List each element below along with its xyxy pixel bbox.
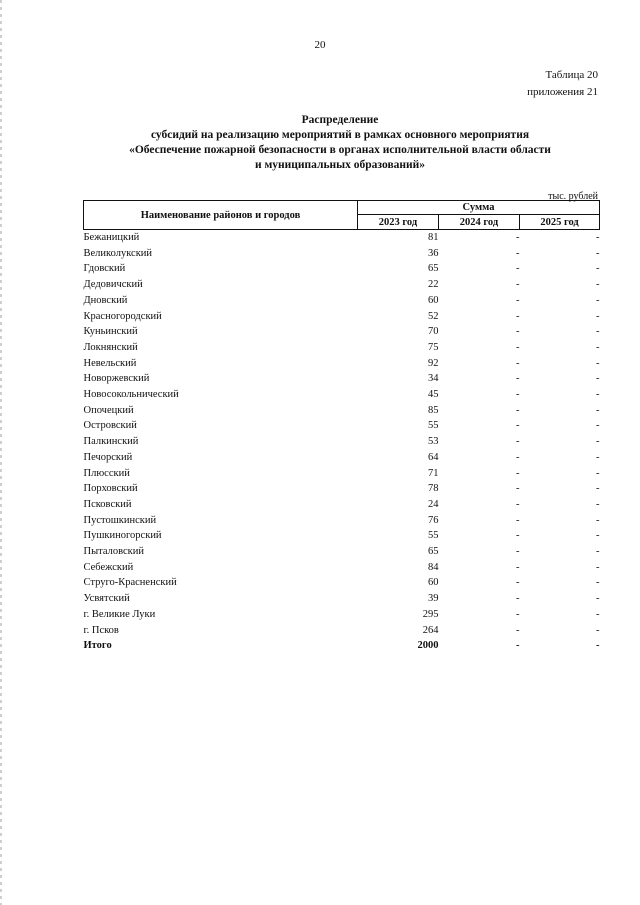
table-row bbox=[84, 371, 600, 387]
subsidy-table bbox=[83, 200, 600, 654]
region-name-cell: Псковский bbox=[83, 498, 132, 510]
value-2023-cell: 53 bbox=[428, 436, 439, 448]
region-name-cell: Итого bbox=[83, 640, 112, 652]
value-2024-cell: - bbox=[516, 326, 520, 338]
table-row bbox=[84, 544, 600, 560]
value-2023-cell: 36 bbox=[428, 247, 439, 259]
header-year-2024: 2024 год bbox=[439, 215, 520, 230]
region-name-cell: Новосокольнический bbox=[83, 389, 179, 401]
region-name-cell: Усвятский bbox=[83, 593, 130, 605]
value-2023-cell: 75 bbox=[428, 341, 439, 353]
value-2023-cell: 81 bbox=[428, 232, 439, 243]
table-row bbox=[84, 623, 600, 639]
value-2025-cell: - bbox=[596, 279, 600, 291]
value-2023-cell: 34 bbox=[428, 373, 439, 385]
value-2024-cell: - bbox=[516, 577, 520, 589]
table-row bbox=[84, 261, 600, 277]
page-number: 20 bbox=[314, 39, 326, 51]
value-2024-cell: - bbox=[516, 294, 520, 306]
table-row bbox=[84, 340, 600, 356]
value-2025-cell: - bbox=[596, 467, 600, 479]
value-2025-cell: - bbox=[596, 263, 600, 275]
table-row bbox=[84, 293, 600, 309]
value-2025-cell: - bbox=[596, 498, 600, 510]
value-2024-cell: - bbox=[516, 310, 520, 322]
annex-reference bbox=[527, 67, 598, 101]
value-2025-cell: - bbox=[596, 326, 600, 338]
value-2023-cell: 76 bbox=[428, 514, 439, 526]
region-name-cell: Опочецкий bbox=[83, 404, 134, 416]
value-2025-cell: - bbox=[596, 389, 600, 401]
value-2025-cell: - bbox=[596, 310, 600, 322]
region-name-cell: Пыталовский bbox=[83, 546, 144, 558]
value-2023-cell: 52 bbox=[428, 310, 439, 322]
value-2025-cell: - bbox=[596, 404, 600, 416]
value-2024-cell: - bbox=[516, 624, 520, 636]
region-name-cell: Новоржевский bbox=[83, 373, 150, 385]
value-2023-cell: 24 bbox=[428, 498, 439, 510]
value-2024-cell: - bbox=[516, 483, 520, 495]
value-2024-cell: - bbox=[516, 530, 520, 542]
units-label: тыс. рублей bbox=[548, 191, 598, 202]
table-row bbox=[84, 246, 600, 262]
region-name-cell: Бежаницкий bbox=[83, 232, 140, 243]
header-year-2025: 2025 год bbox=[520, 215, 600, 230]
value-2023-cell: 22 bbox=[428, 279, 439, 291]
table-row bbox=[84, 324, 600, 340]
region-name-cell: Локнянский bbox=[83, 341, 138, 353]
annex-table-label: Таблица 20 bbox=[545, 69, 598, 81]
value-2024-cell: - bbox=[516, 279, 520, 291]
region-name-cell: Невельский bbox=[83, 357, 137, 369]
value-2024-cell: - bbox=[516, 561, 520, 573]
table-row bbox=[84, 513, 600, 529]
value-2023-cell: 92 bbox=[428, 357, 439, 369]
value-2023-cell: 60 bbox=[428, 294, 439, 306]
value-2025-cell: - bbox=[596, 546, 600, 558]
table-row bbox=[84, 277, 600, 293]
table-row bbox=[84, 607, 600, 623]
table-row bbox=[84, 450, 600, 466]
value-2025-cell: - bbox=[596, 608, 600, 620]
scan-edge bbox=[0, 0, 2, 905]
table-row bbox=[84, 403, 600, 419]
value-2024-cell: - bbox=[516, 436, 520, 448]
value-2024-cell: - bbox=[516, 546, 520, 558]
region-name-cell: Дновский bbox=[83, 294, 128, 306]
table-row bbox=[84, 309, 600, 325]
value-2025-cell: - bbox=[596, 593, 600, 605]
table-row bbox=[84, 591, 600, 607]
value-2025-cell: - bbox=[596, 341, 600, 353]
value-2023-cell: 85 bbox=[428, 404, 439, 416]
value-2025-cell: - bbox=[596, 247, 600, 259]
document-title bbox=[80, 113, 600, 173]
header-region-name: Наименование районов и городов bbox=[84, 201, 358, 230]
value-2023-cell: 78 bbox=[428, 483, 439, 495]
value-2024-cell: - bbox=[516, 593, 520, 605]
value-2024-cell: - bbox=[516, 451, 520, 463]
header-sum: Сумма bbox=[358, 201, 600, 215]
value-2024-cell: - bbox=[516, 247, 520, 259]
value-2025-cell: - bbox=[596, 436, 600, 448]
table-row bbox=[84, 356, 600, 372]
region-name-cell: Себежский bbox=[83, 561, 134, 573]
annex-appendix-label: приложения 21 bbox=[527, 86, 598, 98]
value-2024-cell: - bbox=[516, 514, 520, 526]
value-2023-cell: 55 bbox=[428, 530, 439, 542]
value-2023-cell: 295 bbox=[422, 608, 439, 620]
value-2023-cell: 45 bbox=[428, 389, 439, 401]
value-2024-cell: - bbox=[516, 357, 520, 369]
value-2023-cell: 65 bbox=[428, 263, 439, 275]
value-2024-cell: - bbox=[516, 263, 520, 275]
value-2023-cell: 39 bbox=[428, 593, 439, 605]
region-name-cell: Куньинский bbox=[83, 326, 138, 338]
region-name-cell: Пушкиногорский bbox=[83, 530, 162, 542]
value-2025-cell: - bbox=[596, 451, 600, 463]
header-year-2023: 2023 год bbox=[358, 215, 439, 230]
title-line-2: субсидий на реализацию мероприятий в рамках основного мероприятия bbox=[150, 129, 530, 141]
title-line-3: «Обеспечение пожарной безопасности в органах исполнительной власти области bbox=[129, 144, 551, 156]
value-2025-cell: - bbox=[596, 577, 600, 589]
value-2023-cell: 55 bbox=[428, 420, 439, 432]
region-name-cell: Палкинский bbox=[83, 436, 139, 448]
value-2025-cell: - bbox=[596, 357, 600, 369]
value-2024-cell: - bbox=[516, 608, 520, 620]
table-row bbox=[84, 497, 600, 513]
total-row bbox=[84, 638, 600, 654]
region-name-cell: Струго-Красненский bbox=[83, 577, 177, 589]
value-2024-cell: - bbox=[516, 341, 520, 353]
region-name-cell: Порховский bbox=[83, 483, 138, 495]
value-2023-cell: 71 bbox=[428, 467, 439, 479]
value-2024-cell: - bbox=[516, 467, 520, 479]
value-2025-cell: - bbox=[596, 640, 600, 652]
region-name-cell: Великолукский bbox=[83, 247, 153, 259]
value-2023-cell: 84 bbox=[428, 561, 439, 573]
value-2025-cell: - bbox=[596, 530, 600, 542]
region-name-cell: Гдовский bbox=[83, 263, 126, 275]
value-2024-cell: - bbox=[516, 420, 520, 432]
value-2024-cell: - bbox=[516, 373, 520, 385]
value-2024-cell: - bbox=[516, 389, 520, 401]
table-row bbox=[84, 560, 600, 576]
table-row bbox=[84, 528, 600, 544]
table-row bbox=[84, 481, 600, 497]
value-2025-cell: - bbox=[596, 373, 600, 385]
table-row bbox=[84, 387, 600, 403]
value-2024-cell: - bbox=[516, 498, 520, 510]
region-name-cell: г. Великие Луки bbox=[83, 608, 156, 620]
value-2023-cell: 60 bbox=[428, 577, 439, 589]
region-name-cell: Красногородский bbox=[83, 310, 162, 322]
value-2023-cell: 65 bbox=[428, 546, 439, 558]
value-2024-cell: - bbox=[516, 640, 520, 652]
table-row bbox=[84, 418, 600, 434]
value-2023-cell: 64 bbox=[428, 451, 439, 463]
region-name-cell: Островский bbox=[83, 420, 137, 432]
table-row bbox=[84, 434, 600, 450]
value-2023-cell: 2000 bbox=[417, 640, 439, 652]
value-2024-cell: - bbox=[516, 404, 520, 416]
title-line-4: и муниципальных образований» bbox=[254, 159, 426, 171]
value-2025-cell: - bbox=[596, 514, 600, 526]
title-line-1: Распределение bbox=[301, 114, 379, 126]
region-name-cell: Плюсский bbox=[83, 467, 130, 479]
table-row bbox=[84, 575, 600, 591]
table-row bbox=[84, 230, 600, 246]
value-2025-cell: - bbox=[596, 294, 600, 306]
value-2025-cell: - bbox=[596, 561, 600, 573]
value-2025-cell: - bbox=[596, 232, 600, 243]
region-name-cell: г. Псков bbox=[83, 624, 119, 636]
value-2025-cell: - bbox=[596, 420, 600, 432]
region-name-cell: Дедовичский bbox=[83, 279, 143, 291]
region-name-cell: Пустошкинский bbox=[83, 514, 157, 526]
value-2023-cell: 264 bbox=[422, 624, 439, 636]
value-2025-cell: - bbox=[596, 624, 600, 636]
value-2024-cell: - bbox=[516, 232, 520, 243]
table-row bbox=[84, 466, 600, 482]
value-2023-cell: 70 bbox=[428, 326, 439, 338]
region-name-cell: Печорский bbox=[83, 451, 133, 463]
value-2025-cell: - bbox=[596, 483, 600, 495]
